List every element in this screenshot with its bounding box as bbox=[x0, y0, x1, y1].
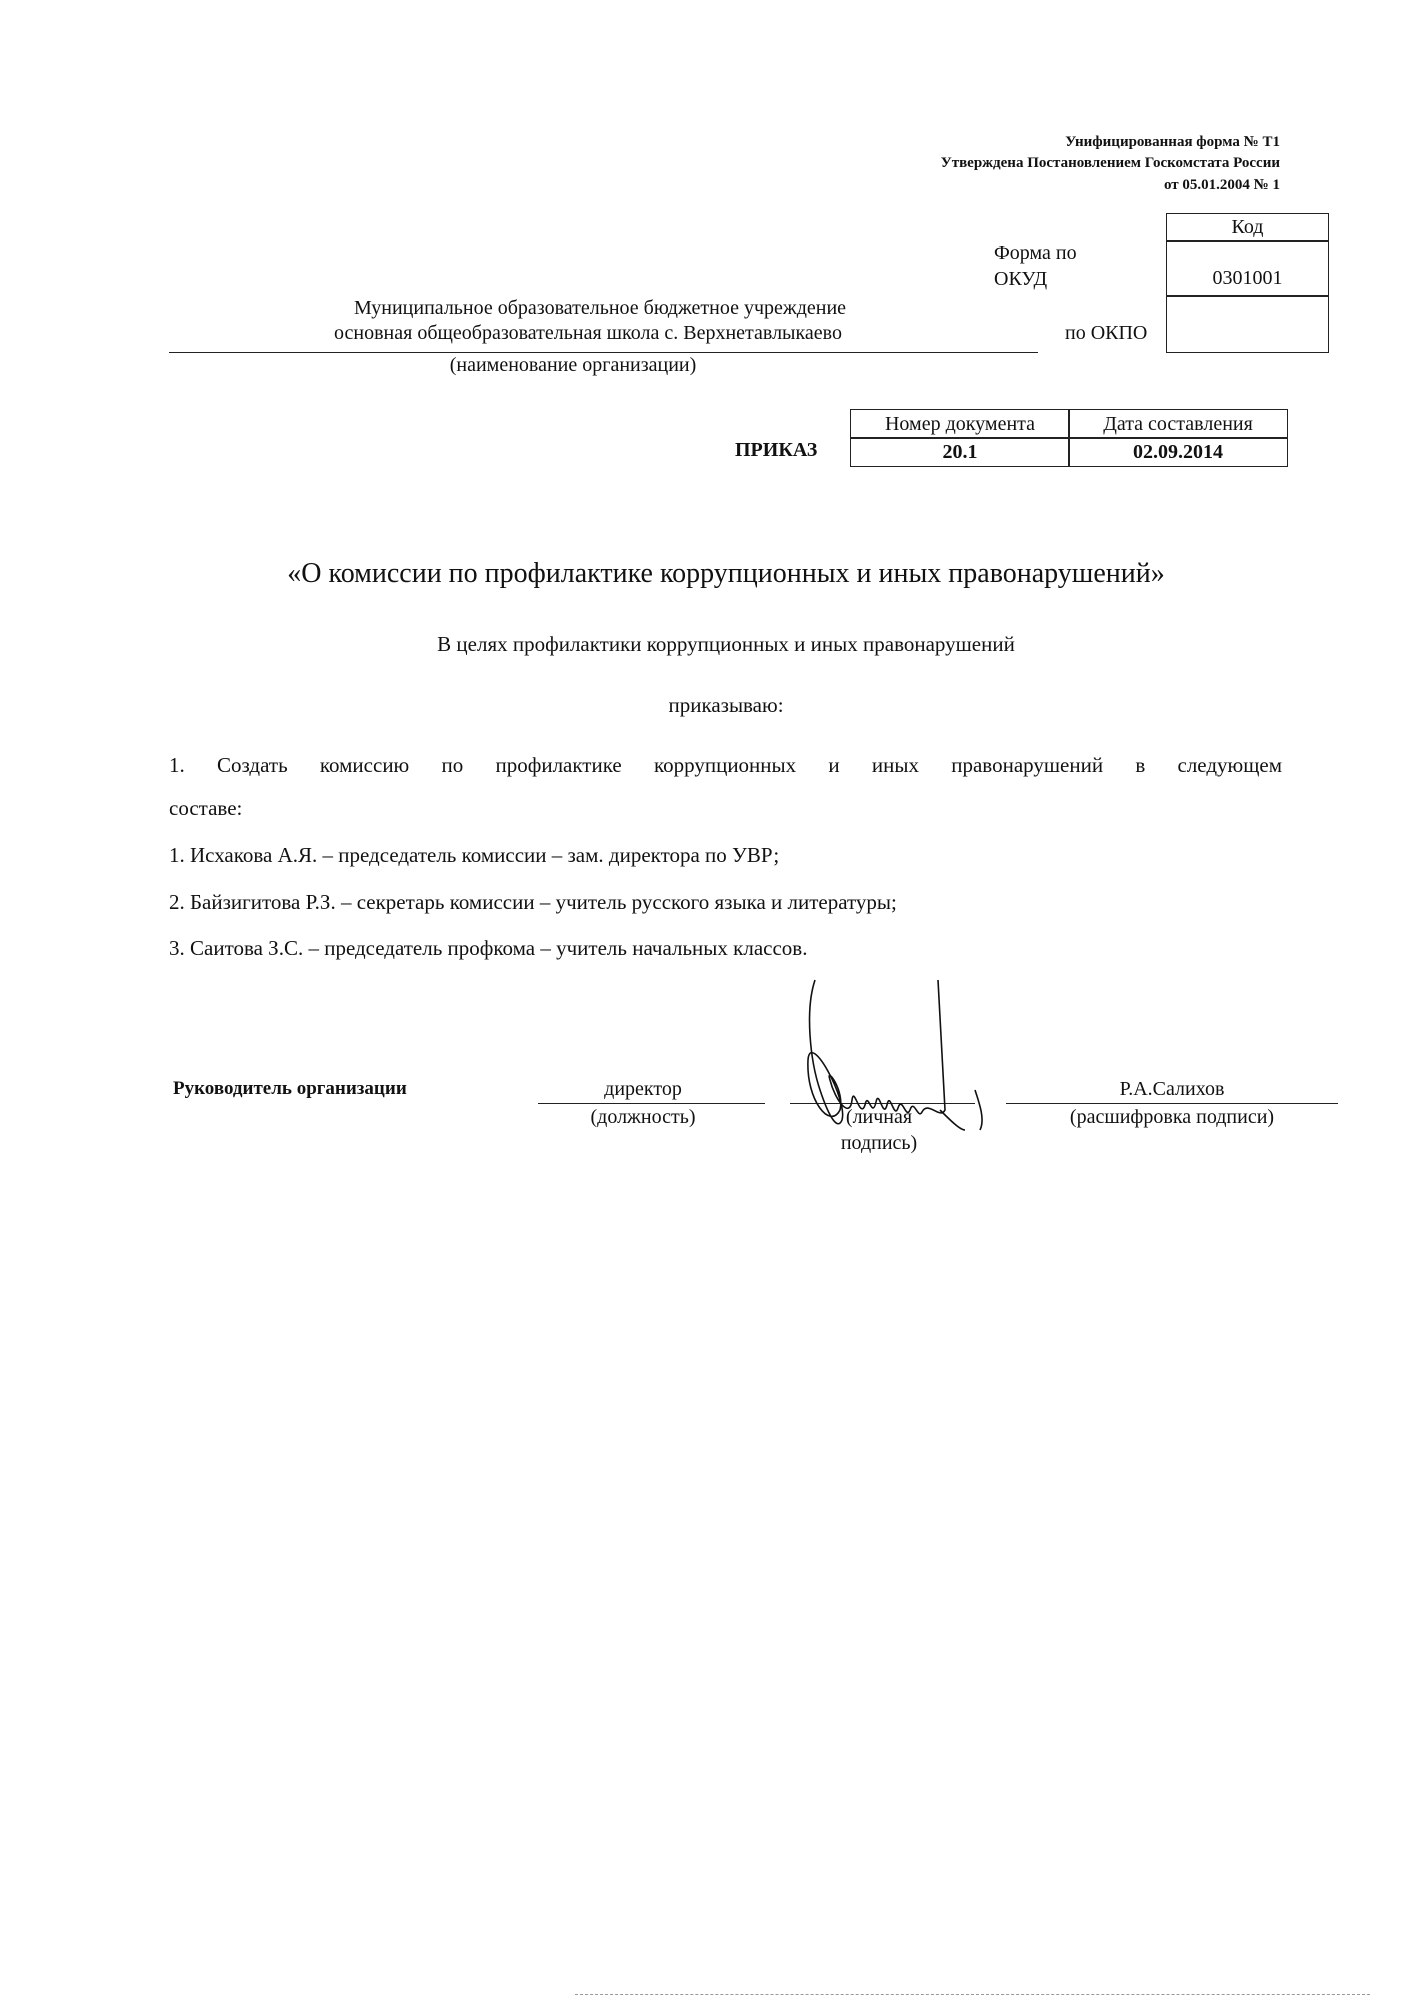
org-name-line1: Муниципальное образовательное бюджетное учреждение bbox=[353, 297, 847, 319]
handwritten-signature bbox=[790, 970, 1020, 1170]
signature-caption-1: (личная bbox=[845, 1106, 913, 1128]
form-header-line1: Унифицированная форма № Т1 bbox=[1065, 134, 1280, 150]
okpo-label: по ОКПО bbox=[1065, 322, 1148, 344]
doc-date-header-cell bbox=[1068, 409, 1288, 439]
okud-value: 0301001 bbox=[1212, 267, 1283, 289]
member-2: 2. Байзигитова Р.З. – секретарь комиссии – учитель русского языка и литературы; bbox=[169, 890, 897, 914]
okud-value-cell bbox=[1166, 240, 1329, 297]
okud-label-2: ОКУД bbox=[994, 268, 1048, 290]
form-header-line2: Утверждена Постановлением Госкомстата России bbox=[940, 155, 1280, 171]
item-1-line2: составе: bbox=[169, 796, 243, 820]
doc-number-header-cell bbox=[850, 409, 1070, 439]
code-header-cell bbox=[1166, 213, 1329, 242]
okud-label-1: Форма по bbox=[994, 242, 1077, 264]
position-line bbox=[538, 1103, 765, 1104]
form-header-line3: от 05.01.2004 № 1 bbox=[1164, 177, 1280, 193]
org-underline bbox=[169, 352, 1038, 353]
preamble: В целях профилактики коррупционных и иных правонарушений bbox=[437, 632, 1015, 656]
org-name-line2: основная общеобразовательная школа с. Верхнетавлыкаево bbox=[334, 322, 842, 344]
name-caption: (расшифровка подписи) bbox=[1069, 1106, 1275, 1128]
code-header: Код bbox=[1231, 216, 1264, 238]
signatory-name: Р.А.Салихов bbox=[1119, 1078, 1225, 1100]
org-caption: (наименование организации) bbox=[449, 354, 697, 376]
doc-date-cell bbox=[1068, 437, 1288, 467]
order-title: «О комиссии по профилактике коррупционных и иных правонарушений» bbox=[287, 558, 1165, 589]
member-1: 1. Исхакова А.Я. – председатель комиссии – зам. директора по УВР; bbox=[169, 843, 780, 867]
scan-edge-line bbox=[575, 1994, 1370, 1995]
doc-number: 20.1 bbox=[942, 440, 978, 463]
item-1-line1: 1. Создать комиссию по профилактике коррупционных и иных правонарушений в следующем bbox=[169, 753, 1282, 777]
position-caption: (должность) bbox=[590, 1106, 696, 1128]
signature-role-label: Руководитель организации bbox=[173, 1078, 407, 1099]
okpo-value-cell bbox=[1166, 295, 1329, 353]
name-line bbox=[1006, 1103, 1338, 1104]
doc-date: 02.09.2014 bbox=[1133, 440, 1223, 463]
order-word: приказываю: bbox=[668, 693, 784, 717]
doc-date-header: Дата составления bbox=[1103, 412, 1253, 435]
doc-number-cell bbox=[850, 437, 1070, 467]
signature-position: директор bbox=[604, 1078, 682, 1100]
doc-number-header: Номер документа bbox=[884, 412, 1036, 435]
member-3: 3. Саитова З.С. – председатель профкома – учитель начальных классов. bbox=[169, 936, 808, 960]
document-type: ПРИКАЗ bbox=[735, 439, 818, 461]
signature-caption-2: подпись) bbox=[840, 1132, 918, 1154]
